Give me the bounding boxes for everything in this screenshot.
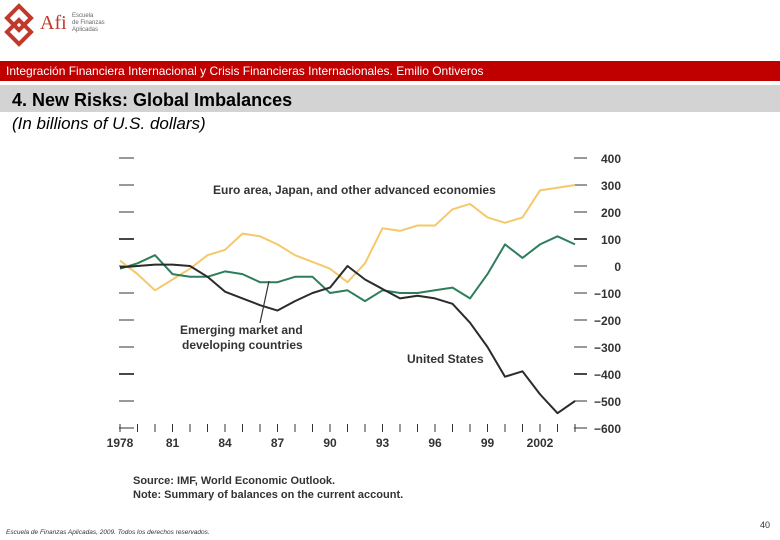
y-tick-label: 200 [600, 206, 621, 220]
course-header-bar [0, 61, 780, 81]
x-tick-label: 90 [323, 436, 337, 450]
y-tick-label: −300 [593, 341, 621, 355]
annotation-emerging-line1: Emerging market and [180, 323, 303, 337]
current-account-chart [106, 145, 630, 455]
y-tick-label: 400 [600, 152, 621, 166]
x-tick-label: 1978 [106, 436, 134, 450]
slide-subtitle: (In billions of U.S. dollars) [12, 114, 206, 133]
note-line: Note: Summary of balances on the current account. [133, 489, 404, 501]
x-tick-label: 87 [270, 436, 285, 450]
y-tick-label: −600 [593, 422, 621, 436]
logo-wordmark: Afi [40, 12, 67, 34]
page-number: 40 [760, 520, 771, 530]
x-tick-label: 81 [165, 436, 180, 450]
source-line: Source: IMF, World Economic Outlook. [133, 475, 336, 487]
footer-copyright: Escuela de Finanzas Aplicadas, 2009. Todos los derechos reservados. [6, 529, 210, 536]
y-tick-label: −500 [593, 395, 621, 409]
chart-source [133, 474, 403, 502]
y-tick-label: −400 [593, 368, 621, 382]
slide-title: 4. New Risks: Global Imbalances [12, 90, 293, 110]
x-tick-label: 99 [480, 436, 495, 450]
series-line-advanced [120, 185, 575, 290]
logo-subtitle: Escuela de Finanzas Aplicadas [72, 13, 105, 33]
y-tick-label: −100 [593, 287, 621, 301]
course-title: Integración Financiera Internacional y Crisis Financieras Internacionales. Emilio Ontiveros [6, 64, 484, 78]
annotation-emerging-leader [260, 281, 269, 323]
y-tick-label: 100 [600, 233, 621, 247]
x-tick-label: 2002 [526, 436, 554, 450]
annotation-emerging-line2: developing countries [182, 338, 303, 352]
y-tick-label: 0 [614, 260, 621, 274]
x-tick-label: 93 [375, 436, 390, 450]
annotation-advanced: Euro area, Japan, and other advanced economies [213, 183, 496, 197]
afi-logo [4, 4, 114, 52]
afi-logo-mark [4, 4, 34, 44]
annotation-us: United States [407, 352, 484, 366]
x-tick-label: 96 [428, 436, 442, 450]
y-tick-label: −200 [593, 314, 621, 328]
x-tick-label: 84 [218, 436, 232, 450]
y-tick-label: 300 [600, 179, 621, 193]
